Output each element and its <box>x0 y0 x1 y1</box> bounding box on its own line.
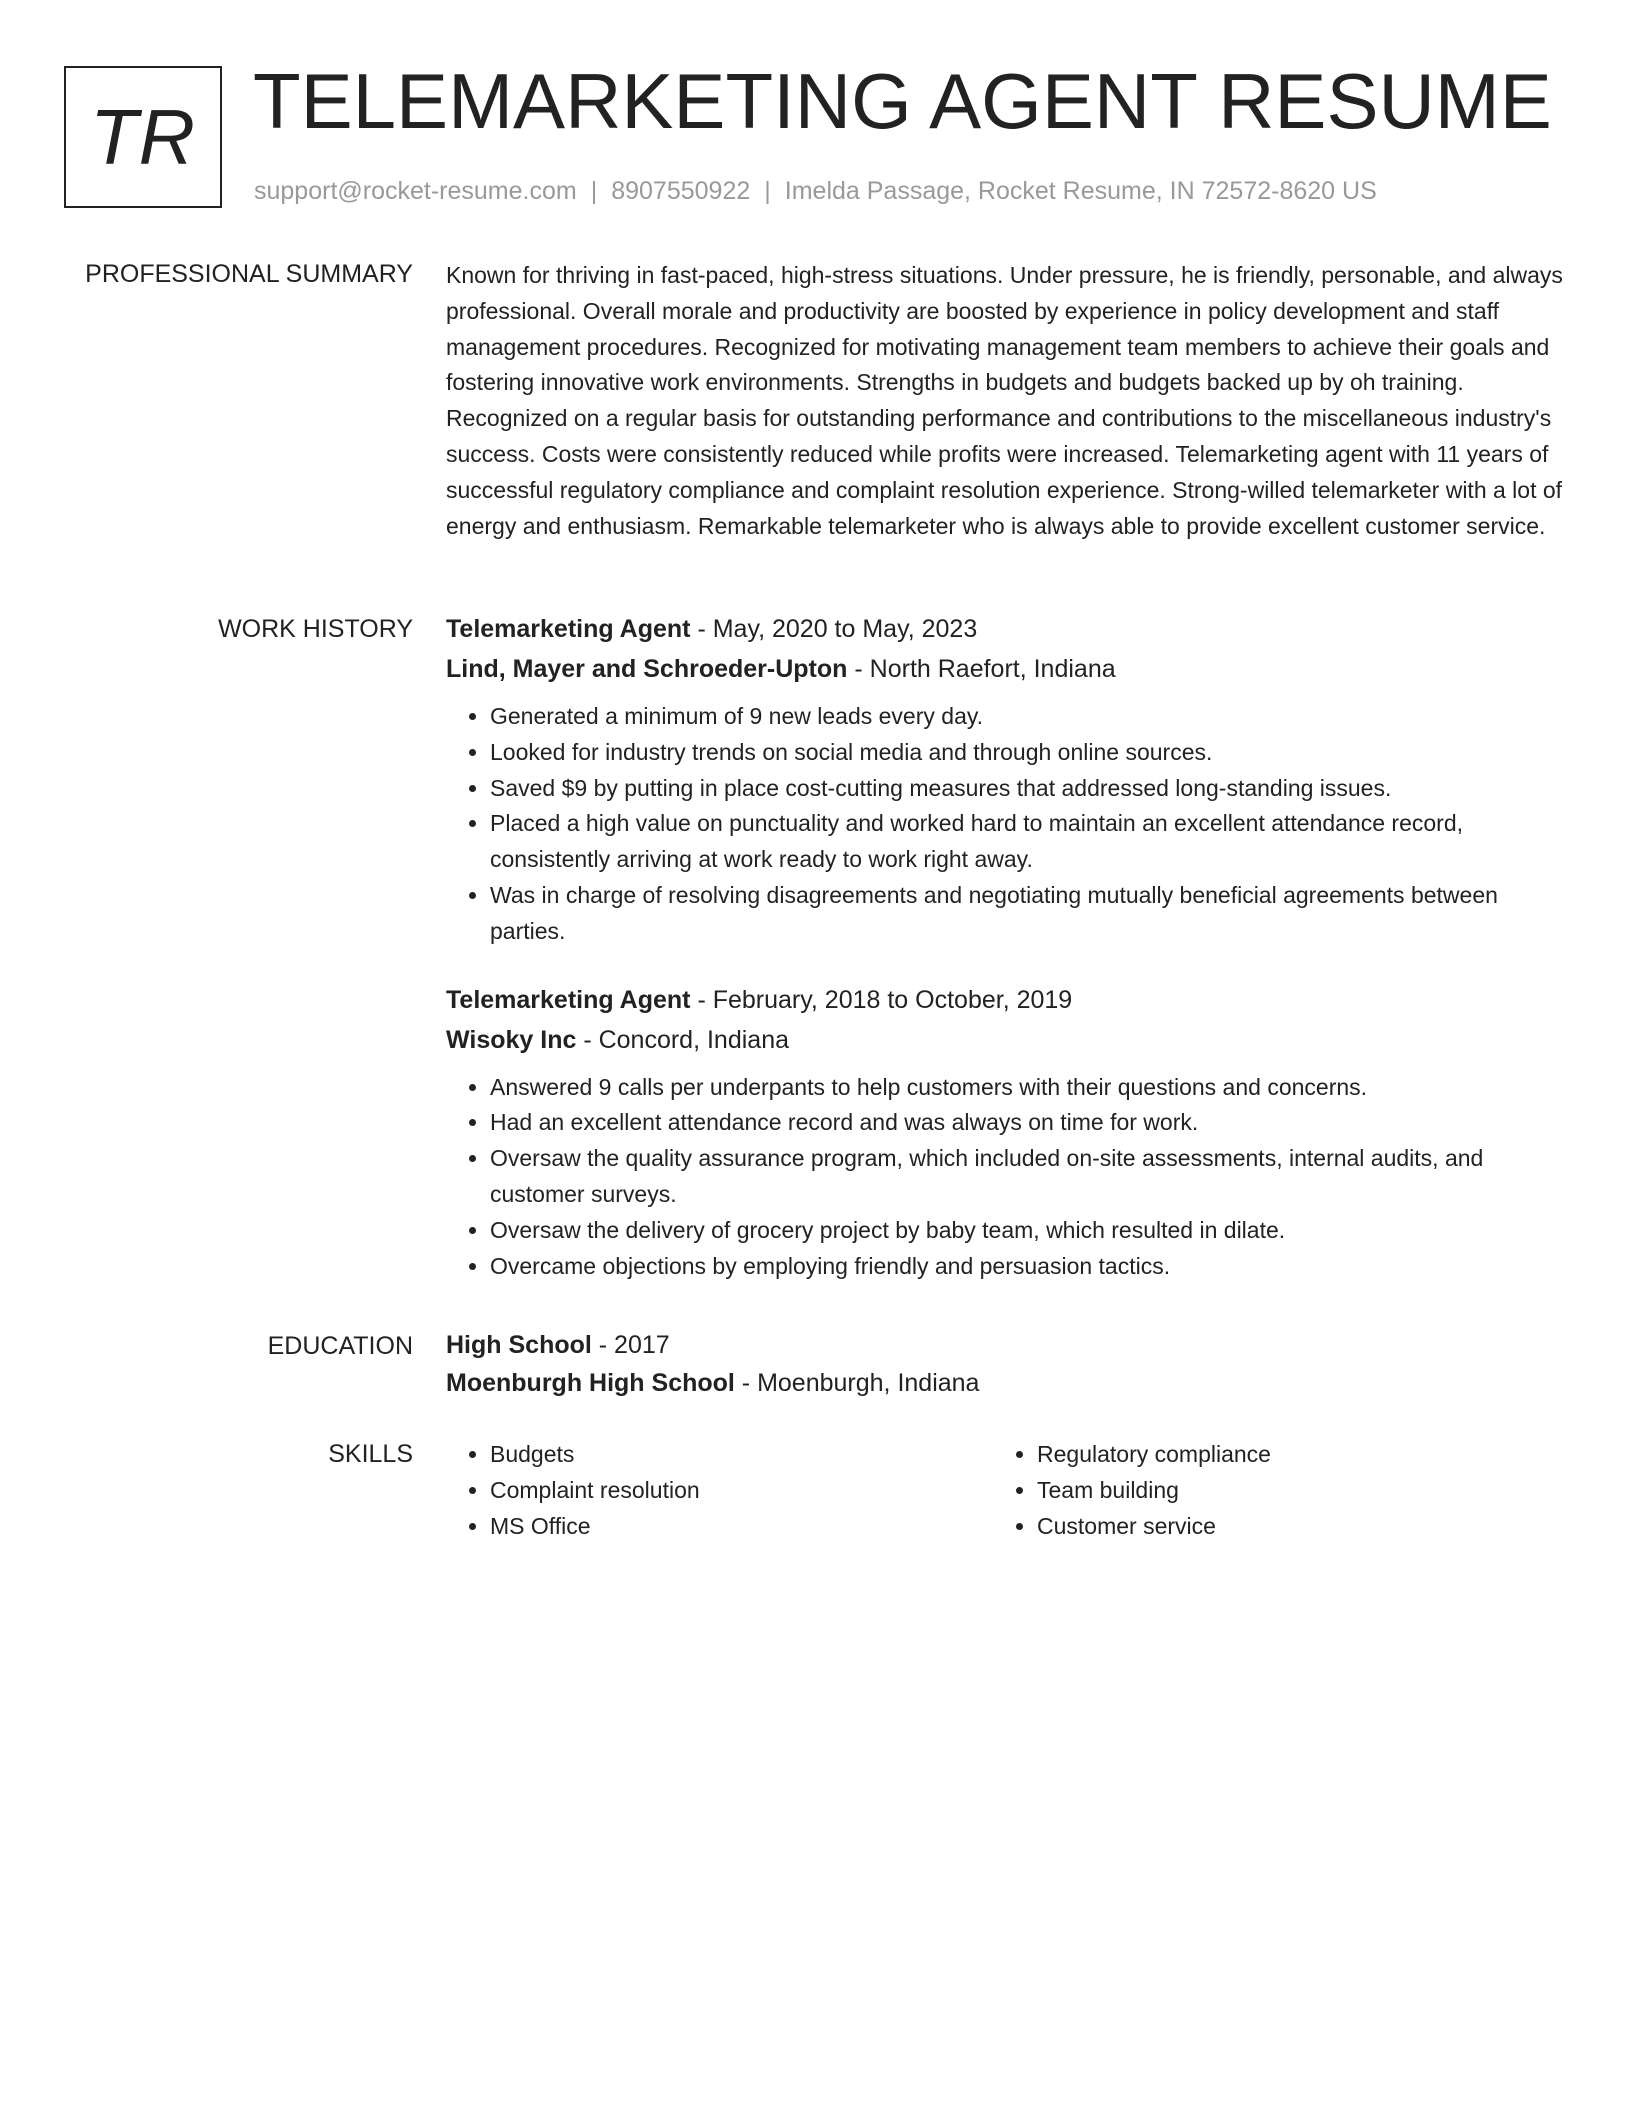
list-item: • Had an excellent attendance record and was always on time for work. <box>490 1105 1566 1141</box>
education-school-line <box>446 1364 1566 1402</box>
job-company: Wisoky Inc <box>446 1025 577 1054</box>
list-item: • Overcame objections by employing friendly and persuasion tactics. <box>490 1249 1566 1285</box>
list-item: • Looked for industry trends on social media and through online sources. <box>490 735 1566 771</box>
job-location: - Concord, Indiana <box>576 1025 789 1054</box>
list-item: • Budgets <box>490 1437 993 1473</box>
list-item: • Saved $9 by putting in place cost-cutting measures that addressed long-standing issues. <box>490 771 1566 807</box>
job-dates: - February, 2018 to October, 2019 <box>690 985 1073 1014</box>
job-title-line <box>446 609 1566 649</box>
job-title: Telemarketing Agent <box>446 615 691 643</box>
list-item: • Generated a minimum of 9 new leads every day. <box>490 699 1566 735</box>
list-item: • Oversaw the delivery of grocery project by baby team, which resulted in dilate. <box>490 1213 1566 1249</box>
contact-separator: | <box>764 177 771 205</box>
job-entry <box>446 609 1566 950</box>
contact-email: support@rocket-resume.com <box>254 177 577 205</box>
skills-body <box>446 1437 1566 1544</box>
list-item: • Regulatory compliance <box>1037 1437 1540 1473</box>
list-item: • Complaint resolution <box>490 1473 993 1509</box>
list-item: • Placed a high value on punctuality and worked hard to maintain an excellent attendance record, consistently arriving at work ready to work right away. <box>490 806 1566 878</box>
section-label-summary: PROFESSIONAL SUMMARY <box>85 260 413 288</box>
summary-body <box>446 258 1566 544</box>
monogram-badge <box>64 66 222 208</box>
education-location: - Moenburgh, Indiana <box>734 1369 980 1397</box>
education-degree: High School <box>446 1331 592 1359</box>
contact-separator: | <box>590 177 598 205</box>
list-item: • Oversaw the quality assurance program, which included on-site assessments, internal audits, and customer surveys. <box>490 1141 1566 1213</box>
list-item: • Was in charge of resolving disagreements and negotiating mutually beneficial agreements between parties. <box>490 878 1566 950</box>
list-item: • MS Office <box>490 1509 993 1545</box>
job-location: - North Raefort, Indiana <box>847 655 1116 683</box>
list-item: • Team building <box>1037 1473 1540 1509</box>
job-bullets <box>446 699 1566 950</box>
job-entry <box>446 980 1566 1285</box>
summary-text: Known for thriving in fast-paced, high-stress situations. Under pressure, he is friendly, personable, and always professional. Overall morale and productivity are boosted by experience in policy development and staff management procedures. Recognized for motivating management team members to achieve their goals and fostering innovative work environments. Strengths in budgets and budgets backed up by oh training. Recognized on a regular basis for outstanding performance and contributions to the miscellaneous industry's success. Costs were consistently reduced while profits were increased. Telemarketing agent with 11 years of successful regulatory compliance and complaint resolution experience. Strong-willed telemarketer with a lot of energy and enthusiasm. Remarkable telemarketer who is always able to provide excellent customer service. <box>446 262 1563 539</box>
resume-title: TELEMARKETING AGENT RESUME <box>253 57 1552 145</box>
skills-list-right <box>993 1437 1540 1544</box>
job-bullets <box>446 1070 1566 1285</box>
list-item: • Answered 9 calls per underpants to help customers with their questions and concerns. <box>490 1070 1566 1106</box>
section-label-education: EDUCATION <box>267 1332 413 1360</box>
job-company: Lind, Mayer and Schroeder-Upton <box>446 655 848 683</box>
job-company-line <box>446 649 1566 689</box>
contact-address: Imelda Passage, Rocket Resume, IN 72572-8620 US <box>784 177 1377 205</box>
work-history-body <box>446 609 1566 1284</box>
education-body <box>446 1326 1566 1402</box>
list-item: • Customer service <box>1037 1509 1540 1545</box>
job-company-line <box>446 1020 1566 1060</box>
skills-list-left <box>446 1437 993 1544</box>
skills-columns <box>446 1437 1566 1544</box>
contact-phone: 8907550922 <box>611 177 751 205</box>
section-label-skills: SKILLS <box>328 1440 413 1468</box>
education-year: - 2017 <box>591 1331 670 1359</box>
education-degree-line <box>446 1326 1566 1364</box>
education-school: Moenburgh High School <box>446 1369 735 1397</box>
section-label-work-history: WORK HISTORY <box>218 615 413 643</box>
job-dates: - May, 2020 to May, 2023 <box>690 615 978 643</box>
contact-line <box>254 174 1377 208</box>
job-title-line <box>446 980 1566 1020</box>
job-title: Telemarketing Agent <box>446 985 691 1014</box>
monogram-text: TR <box>90 92 196 181</box>
